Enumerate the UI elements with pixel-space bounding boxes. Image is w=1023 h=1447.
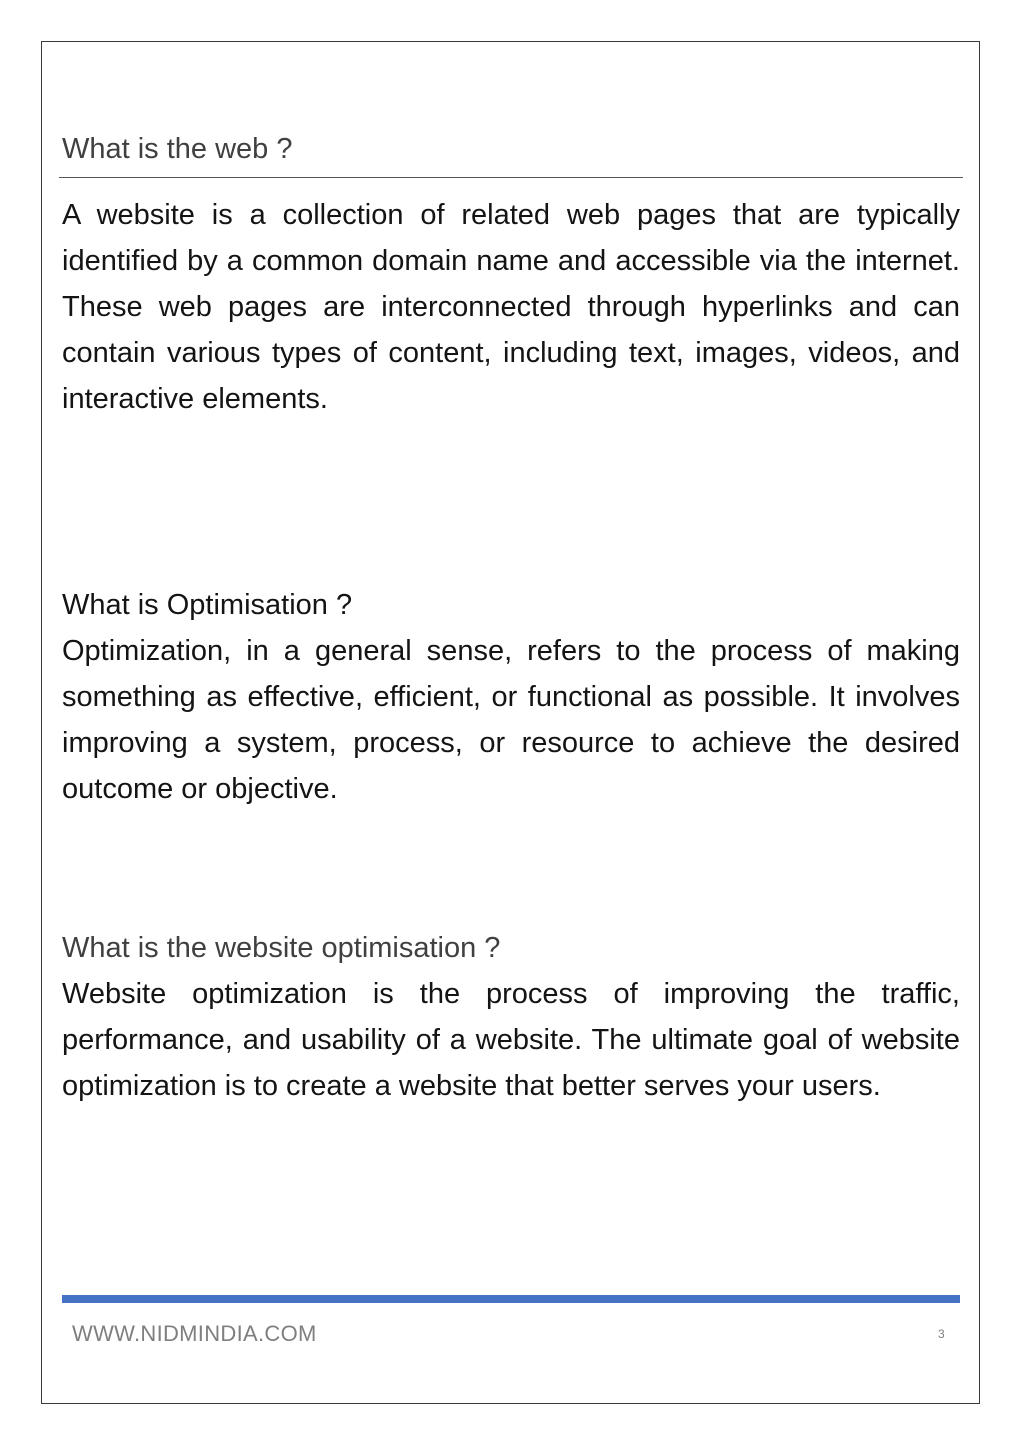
page-number: 3: [938, 1327, 945, 1341]
section-body-web: A website is a collection of related web pages that are typically identified by a common domain name and accessible via the internet. These web pages are interconnected through hyperlinks and can contain various types of content, including text, images, videos, and interactive elements.: [62, 199, 960, 415]
section-body-optimisation: Optimization, in a general sense, refers to the process of making something as effective, efficient, or functional as possible. It involves improving a system, process, or resource to achieve the desired outcome or objective.: [62, 635, 960, 805]
footer-accent-bar: [62, 1295, 960, 1303]
section-body-website-optimisation: Website optimization is the process of improving the traffic, performance, and usability of a website. The ultimate goal of website optimization is to create a website that better serves your users.: [62, 978, 960, 1102]
heading-divider: [59, 177, 963, 178]
footer-website-link[interactable]: WWW.NIDMINDIA.COM: [72, 1321, 317, 1346]
section-heading-web: What is the web ?: [62, 133, 293, 165]
section-heading-optimisation: What is Optimisation ?: [62, 589, 353, 621]
section-heading-website-optimisation: What is the website optimisation ?: [62, 932, 501, 964]
